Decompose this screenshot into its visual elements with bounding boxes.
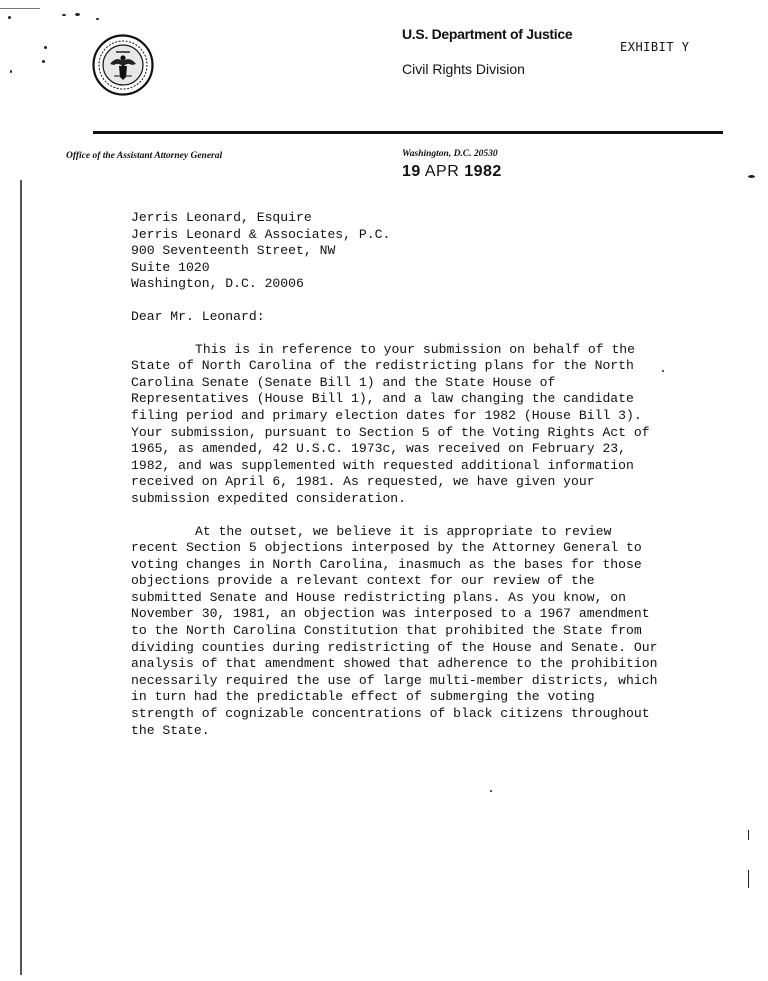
letterhead-divider xyxy=(93,131,723,134)
date-stamp xyxy=(402,163,502,181)
scan-speck xyxy=(10,70,12,73)
scan-speck xyxy=(96,18,99,20)
date-day: 19 xyxy=(402,163,421,180)
scan-speck xyxy=(42,60,45,63)
body-paragraph xyxy=(131,524,661,740)
scan-speck xyxy=(75,13,80,16)
letter-body xyxy=(131,210,661,739)
scan-speck xyxy=(490,790,492,792)
scan-left-edge-line xyxy=(20,180,22,975)
recipient-address xyxy=(131,210,661,293)
address-line: Jerris Leonard, Esquire xyxy=(131,210,312,225)
department-name: U.S. Department of Justice xyxy=(402,26,573,42)
body-paragraph xyxy=(131,342,661,508)
scan-speck xyxy=(748,175,755,178)
doj-seal-icon xyxy=(92,34,154,96)
scan-artifact-line xyxy=(0,8,40,9)
scan-speck xyxy=(62,14,66,16)
paragraph-text: At the outset, we believe it is appropriate to review recent Section 5 objections interposed by the Attorney General to voting changes in North Carolina, inasmuch as the bases for those objections provide a relevant context for our review of the submitted Senate and House redistricting plans. As you know, on November 30, 1981, an objection was interposed to a 1967 amendment to the North Carolina Constitution that prohibited the State from dividing counties during redistricting of the House and Senate. Our analysis of that amendment showed that adherence to the prohibition necessarily required the use of large multi-member districts, which in turn had the predictable effect of submerging the voting strength of cognizable concentrations of black citizens throughout the State. xyxy=(131,523,658,738)
scan-speck xyxy=(748,870,749,888)
scan-speck xyxy=(748,830,749,840)
address-line: Jerris Leonard & Associates, P.C. xyxy=(131,226,391,242)
division-name: Civil Rights Division xyxy=(402,61,525,77)
salutation: Dear Mr. Leonard: xyxy=(131,308,265,324)
date-month: APR xyxy=(424,163,460,180)
address-line: Suite 1020 xyxy=(131,259,210,275)
date-year: 1982 xyxy=(464,163,502,180)
scan-speck xyxy=(8,16,11,19)
address-line: Washington, D.C. 20006 xyxy=(131,276,304,292)
scan-speck xyxy=(662,370,664,372)
city-line: Washington, D.C. 20530 xyxy=(402,149,498,159)
exhibit-label: EXHIBIT Y xyxy=(620,40,690,54)
address-line: 900 Seventeenth Street, NW xyxy=(131,243,336,259)
office-line: Office of the Assistant Attorney General xyxy=(66,151,223,161)
scan-speck xyxy=(44,46,47,49)
paragraph-text: This is in reference to your submission on behalf of the State of North Carolina of the redistricting plans for the North Carolina Senate (Senate Bill 1) and the State House of Representatives (House Bill 1), and a law changing the candidate filing period and primary election dates for 1982 (House Bill 3). Your submission, pursuant to Section 5 of the Voting Rights Act of 1965, as amended, 42 U.S.C. 1973c, was received on February 23, 1982, and was supplemented with requested additional information received on April 6, 1981. As requested, we have given your submission expedited consideration. xyxy=(131,341,650,506)
